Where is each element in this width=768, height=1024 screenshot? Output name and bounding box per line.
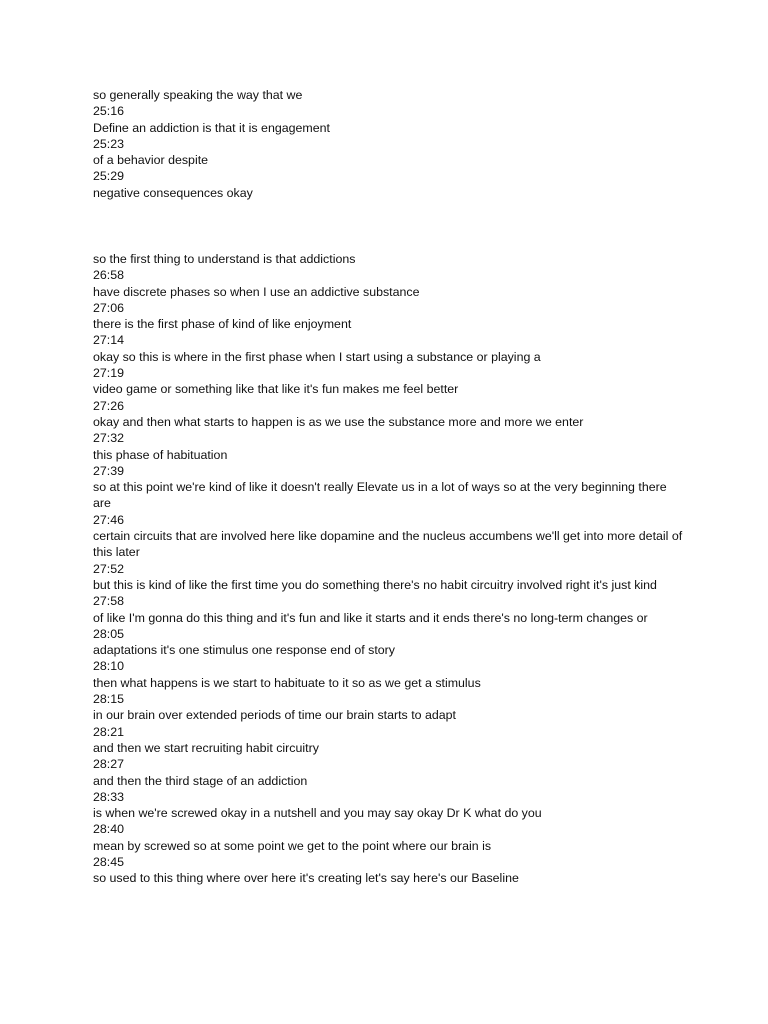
timestamp: 27:19 <box>93 366 125 381</box>
timestamp: 28:10 <box>93 659 125 674</box>
transcript-line: so at this point we're kind of like it doesn't really Elevate us in a lot of ways so at the very beginning there are <box>93 480 667 511</box>
transcript-line: is when we're screwed okay in a nutshell and you may say okay Dr K what do you <box>93 806 542 821</box>
transcript-line: but this is kind of like the first time you do something there's no habit circuitry involved right it's just kind <box>93 577 657 592</box>
transcript-line: adaptations it's one stimulus one response end of story <box>93 643 395 658</box>
transcript-line: negative consequences okay <box>93 185 253 200</box>
transcript-line: so the first thing to understand is that addictions <box>93 252 356 266</box>
transcript-line: so used to this thing where over here it's creating let's say here's our Baseline <box>93 871 519 886</box>
transcript-line: and then the third stage of an addiction <box>93 773 308 788</box>
transcript-line: and then we start recruiting habit circuitry <box>93 740 319 755</box>
timestamp: 27:32 <box>93 431 125 446</box>
transcript-block-1 <box>93 87 683 201</box>
timestamp: 27:26 <box>93 398 125 413</box>
timestamp: 25:29 <box>93 169 125 184</box>
timestamp: 28:40 <box>93 822 125 837</box>
transcript-line: okay and then what starts to happen is as we use the substance more and more we enter <box>93 414 584 429</box>
transcript-line: then what happens is we start to habituate to it so as we get a stimulus <box>93 675 481 690</box>
transcript-line: of like I'm gonna do this thing and it's fun and like it starts and it ends there's no long-term changes or <box>93 610 648 625</box>
transcript-line: there is the first phase of kind of like enjoyment <box>93 317 352 332</box>
timestamp: 25:23 <box>93 136 125 151</box>
transcript-line: of a behavior despite <box>93 153 209 168</box>
transcript-line: Define an addiction is that it is engagement <box>93 120 330 135</box>
timestamp: 28:33 <box>93 789 125 804</box>
transcript-line: mean by screwed so at some point we get to the point where our brain is <box>93 838 492 853</box>
timestamp: 26:58 <box>93 268 125 283</box>
timestamp: 28:27 <box>93 757 125 772</box>
timestamp: 27:14 <box>93 333 125 348</box>
timestamp: 25:16 <box>93 104 125 119</box>
transcript-line: video game or something like that like it's fun makes me feel better <box>93 382 459 397</box>
transcript-block-2 <box>93 251 683 887</box>
timestamp: 27:46 <box>93 512 125 527</box>
timestamp: 28:45 <box>93 854 125 869</box>
transcript-line: certain circuits that are involved here like dopamine and the nucleus accumbens we'll get into more detail of this later <box>93 529 683 560</box>
timestamp: 27:39 <box>93 463 125 478</box>
timestamp: 27:06 <box>93 300 125 315</box>
timestamp: 27:58 <box>93 594 125 609</box>
transcript-line: have discrete phases so when I use an addictive substance <box>93 284 420 299</box>
transcript-line: so generally speaking the way that we <box>93 88 303 102</box>
timestamp: 28:15 <box>93 692 125 707</box>
transcript-line: okay so this is where in the first phase when I start using a substance or playing a <box>93 349 541 364</box>
timestamp: 28:05 <box>93 626 125 641</box>
transcript-line: in our brain over extended periods of time our brain starts to adapt <box>93 708 456 723</box>
timestamp: 27:52 <box>93 561 125 576</box>
timestamp: 28:21 <box>93 724 125 739</box>
transcript-line: this phase of habituation <box>93 447 228 462</box>
